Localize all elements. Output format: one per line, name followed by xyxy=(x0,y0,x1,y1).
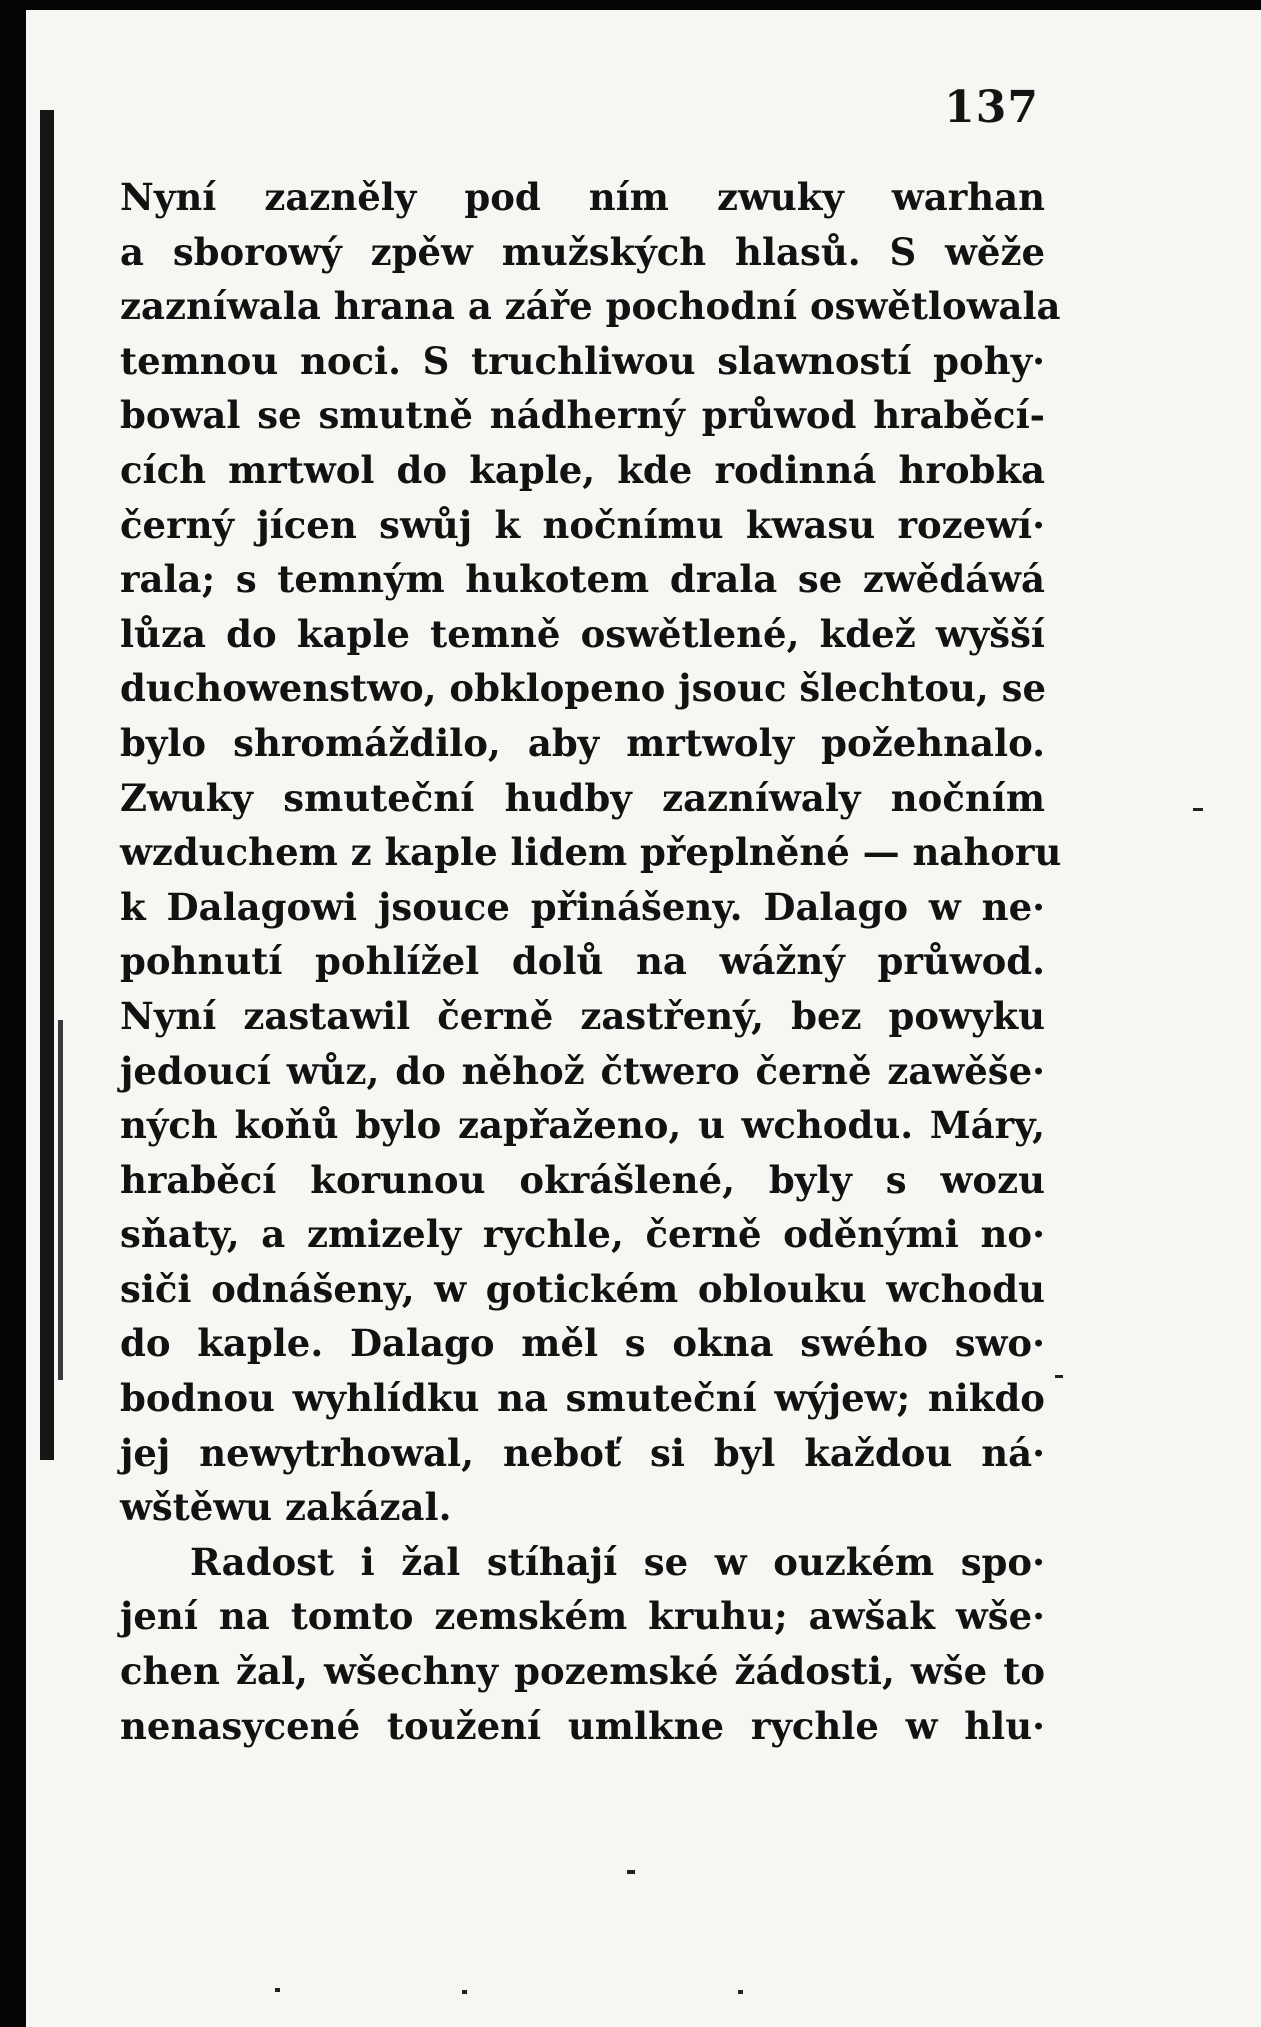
body-text xyxy=(120,170,1062,1753)
print-speck xyxy=(275,1988,280,1992)
print-speck xyxy=(627,1870,635,1874)
page-number: 137 xyxy=(944,82,1039,133)
text-line: jej newytrhowal, neboť si byl každou ná· xyxy=(120,1430,1045,1475)
text-line: nenasycené toužení umlkne rychle w hlu· xyxy=(120,1703,1045,1748)
text-line: Zwuky smuteční hudby zazníwaly nočním xyxy=(120,775,1045,820)
print-speck xyxy=(738,1990,743,1994)
print-speck xyxy=(1193,808,1203,811)
text-line: k Dalagowi jsouce přinášeny. Dalago w ne· xyxy=(120,884,1045,929)
text-line: chen žal, wšechny pozemské žádosti, wše to xyxy=(120,1649,1045,1694)
text-line: Nyní zazněly pod ním zwuky warhan xyxy=(120,175,1045,219)
text-line: a sborowý zpěw mužských hlasů. S wěže xyxy=(120,229,1045,274)
text-line: rala; s temným hukotem drala se zwědáwá xyxy=(120,557,1045,602)
text-line: jedoucí wůz, do něhož čtwero černě zawěše· xyxy=(120,1048,1045,1093)
print-speck xyxy=(1055,1375,1063,1378)
text-line: ných koňů bylo zapřaženo, u wchodu. Máry, xyxy=(120,1103,1045,1148)
binding-shadow xyxy=(40,110,54,1460)
paragraph-2 xyxy=(120,1535,1045,1753)
text-line: bowal se smutně nádherný průwod hraběcí- xyxy=(120,393,1045,438)
text-line: temnou noci. S truchliwou slawností pohy· xyxy=(120,338,1045,383)
text-line: bylo shromáždilo, aby mrtwoly požehnalo. xyxy=(120,720,1045,765)
text-line: siči odnášeny, w gotickém oblouku wchodu xyxy=(120,1266,1045,1311)
binding-shadow-inner xyxy=(58,1020,63,1380)
text-line: duchowenstwo, obklopeno jsouc šlechtou, se xyxy=(120,666,1047,711)
text-line: lůza do kaple temně oswětlené, kdež wyšší xyxy=(120,611,1045,656)
text-line: bodnou wyhlídku na smuteční wýjew; nikdo xyxy=(120,1376,1045,1421)
print-speck xyxy=(462,1990,467,1994)
text-line: sňaty, a zmizely rychle, černě oděnými no· xyxy=(120,1212,1045,1257)
text-line: Nyní zastawil černě zastřený, bez powyku xyxy=(120,993,1045,1038)
text-line: Radost i žal stíhají se w ouzkém spo· xyxy=(190,1539,1045,1584)
text-line: do kaple. Dalago měl s okna swého swo· xyxy=(120,1321,1045,1366)
paragraph-1 xyxy=(120,170,1062,1535)
text-line: jení na tomto zemském kruhu; awšak wše· xyxy=(120,1594,1045,1639)
text-line: černý jícen swůj k nočnímu kwasu rozewí· xyxy=(120,502,1045,547)
text-line: zazníwala hrana a záře pochodní oswětlowala xyxy=(120,284,1061,329)
text-line: pohnutí pohlížel dolů na wážný průwod. xyxy=(120,939,1045,984)
text-line: hraběcí korunou okrášlené, byly s wozu xyxy=(120,1157,1045,1202)
text-line: wštěwu zakázal. xyxy=(120,1485,452,1530)
text-line: wzduchem z kaple lidem přeplněné — nahoru xyxy=(120,830,1062,875)
text-line: cích mrtwol do kaple, kde rodinná hrobka xyxy=(120,447,1045,492)
